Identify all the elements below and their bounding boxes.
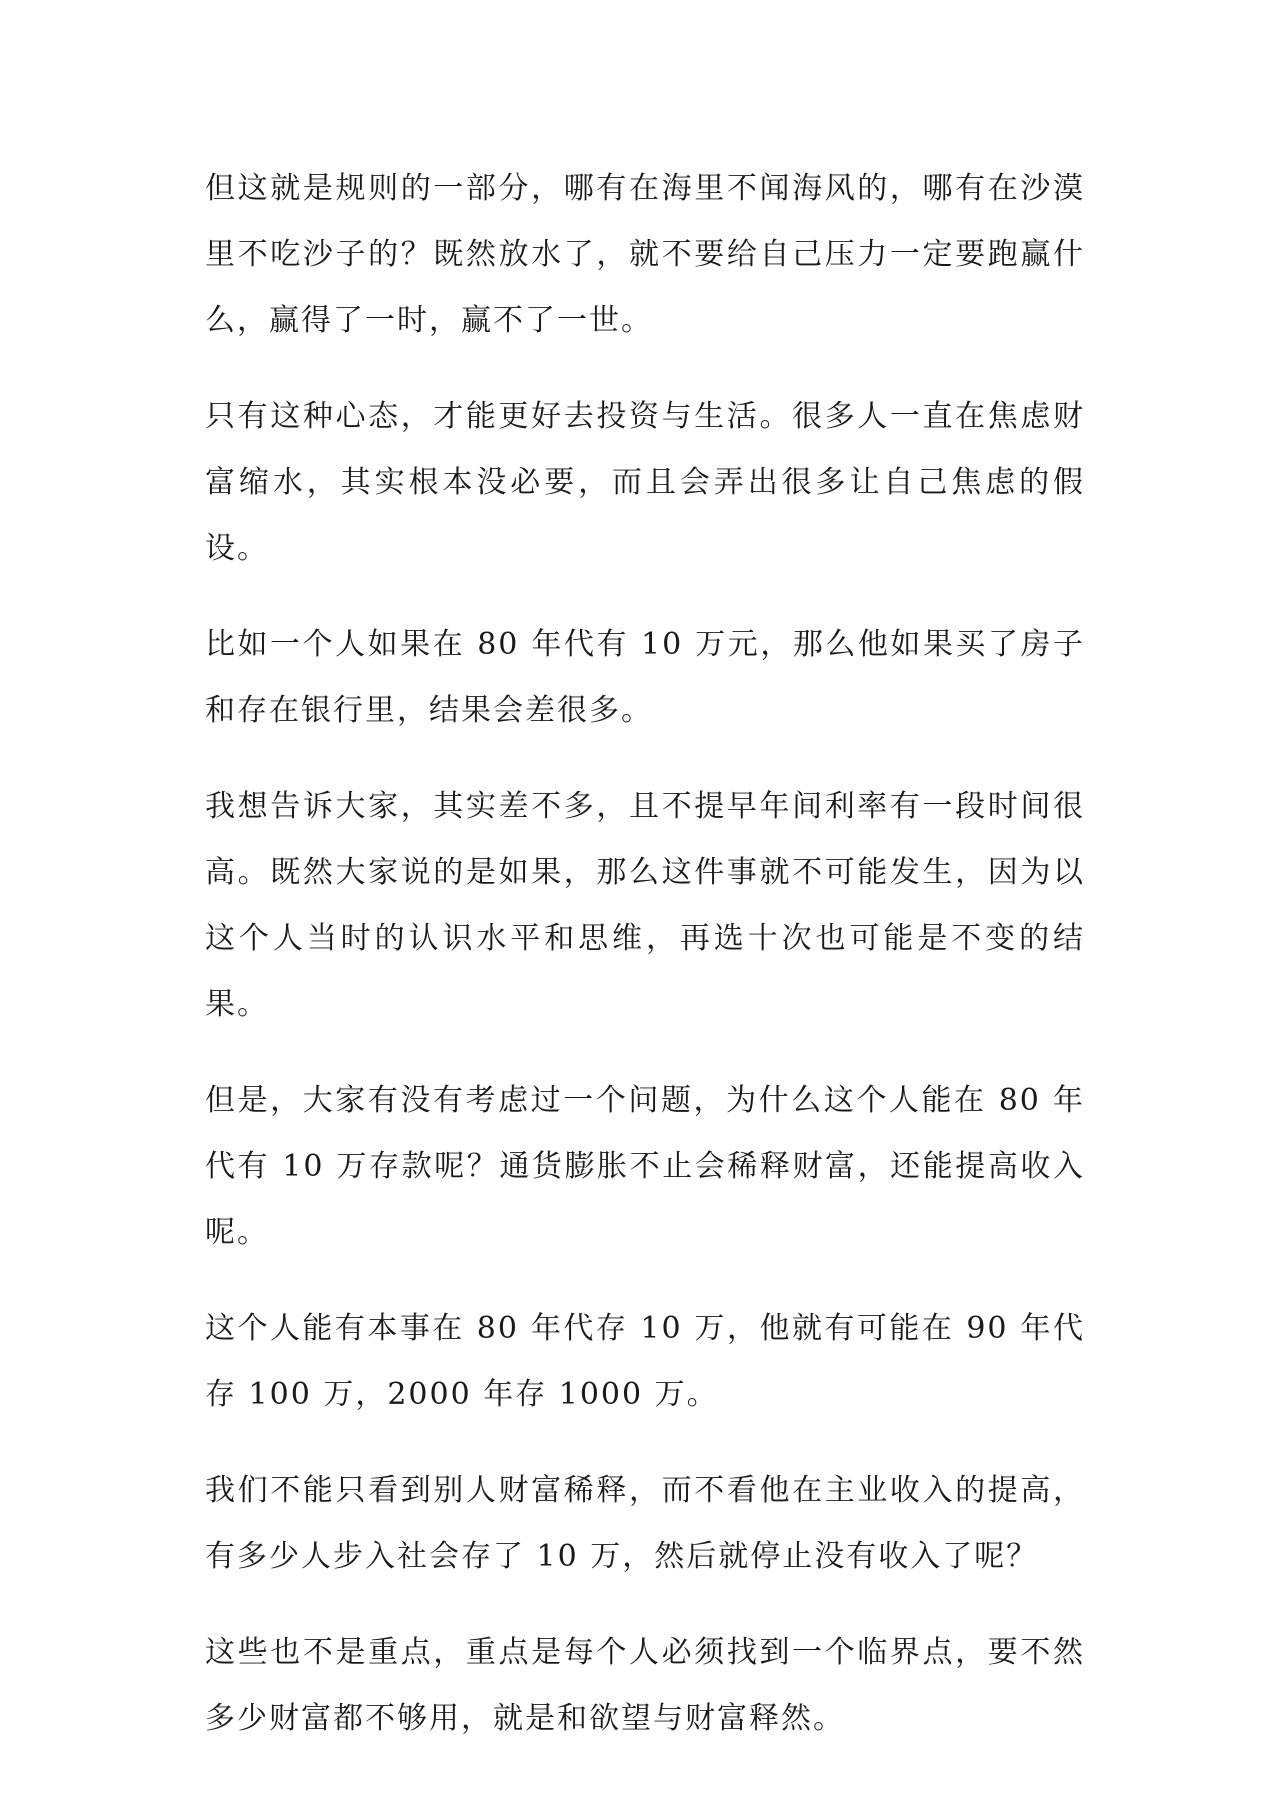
- paragraph-8: 这些也不是重点，重点是每个人必须找到一个临界点，要不然多少财富都不够用，就是和欲望与财富释然。: [205, 1635, 1085, 1736]
- paragraph-2: 只有这种心态，才能更好去投资与生活。很多人一直在焦虑财富缩水，其实根本没必要，而且会弄出很多让自己焦虑的假设。: [205, 399, 1085, 566]
- paragraph-6: 这个人能有本事在 80 年代存 10 万，他就有可能在 90 年代存 100 万，2000 年存 1000 万。: [205, 1311, 1085, 1412]
- paragraph-1: 但这就是规则的一部分，哪有在海里不闻海风的，哪有在沙漠里不吃沙子的？既然放水了，就不要给自己压力一定要跑赢什么，赢得了一时，赢不了一世。: [205, 171, 1085, 338]
- document-body: [205, 156, 1085, 1752]
- paragraph-4: 我想告诉大家，其实差不多，且不提早年间利率有一段时间很高。既然大家说的是如果，那么这件事就不可能发生，因为以这个人当时的认识水平和思维，再选十次也可能是不变的结果。: [205, 789, 1085, 1022]
- paragraph-3: 比如一个人如果在 80 年代有 10 万元，那么他如果买了房子和存在银行里，结果会差很多。: [205, 627, 1085, 728]
- paragraph-7: 我们不能只看到别人财富稀释，而不看他在主业收入的提高，有多少人步入社会存了 10 万，然后就停止没有收入了呢？: [205, 1473, 1085, 1574]
- paragraph-5: 但是，大家有没有考虑过一个问题，为什么这个人能在 80 年代有 10 万存款呢？通货膨胀不止会稀释财富，还能提高收入呢。: [205, 1083, 1085, 1250]
